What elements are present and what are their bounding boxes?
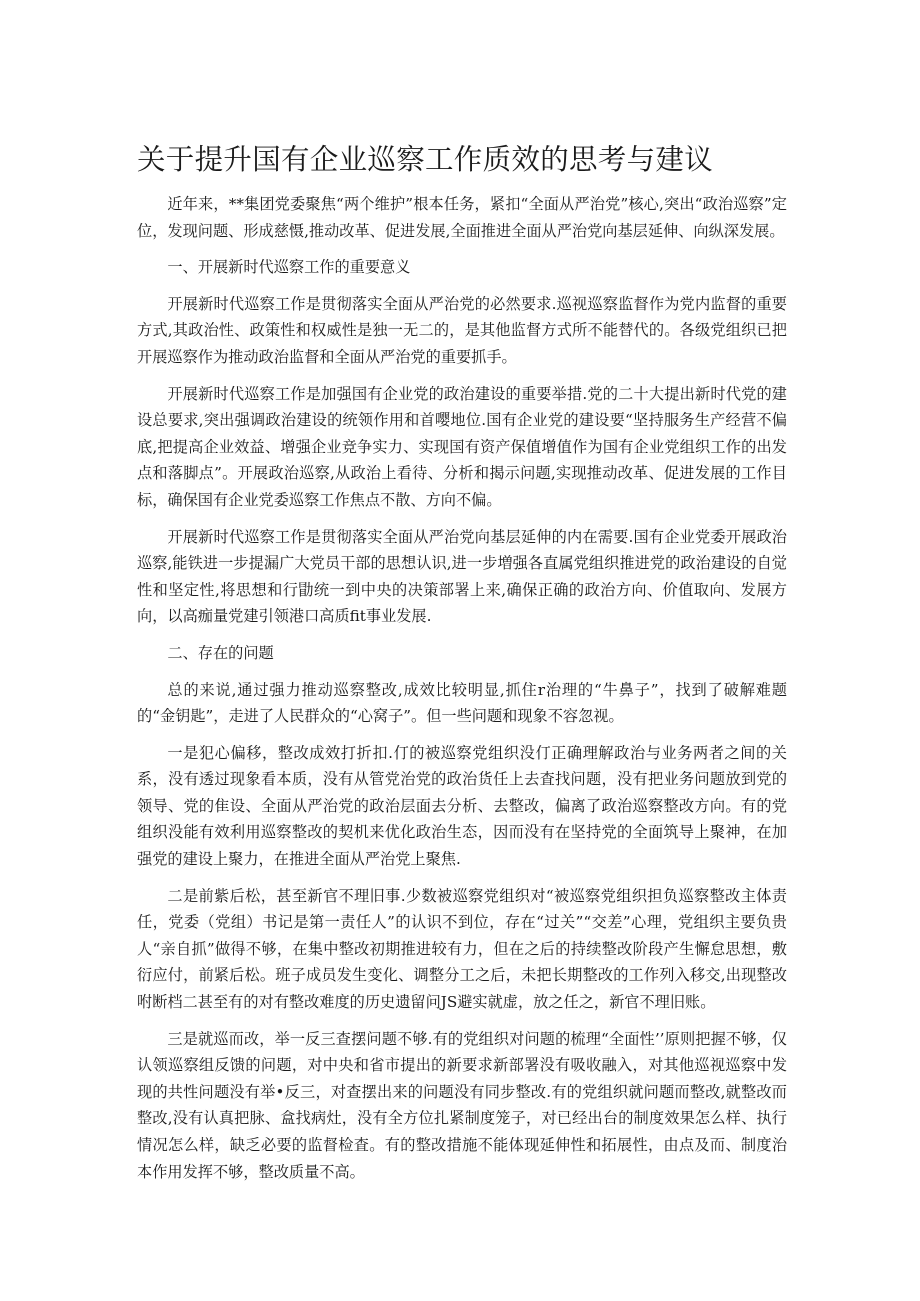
document-page [137,142,787,1195]
body-paragraph: 开展新时代巡察工作是贯彻落实全面从严治党向基层延伸的内在需要.国有企业党委开展政治巡察,能铁进一步提漏广大党员干部的思想认识,进一步増强各直属党组织推进党的政治建设的自觉性和坚定性,将思想和行勖统一到中央的决策部署上来,确保正确的政治方向、价值取向、发展方向，以高痂量党建引领港口高质fit事业发展. [137,527,787,626]
body-paragraph: 三是就巡而改，举一反三查摆问题不够.有的党组织对问题的梳理“全面性’’原则把握不够，仅认领巡察组反馈的问题，对中央和省市提出的新要求新部署没有吸收融入，对其他巡视巡察中发现的共性问题没有举•反三，对查摆出来的问题没有同步整改.有的党组织就问题而整改,就整改而整改,没有认真把脉、盒找病灶，没有全方位扎紧制度笼子，对已经出台的制度效果怎么样、执行情况怎么样，缺乏必要的监督检査。有的整改措施不能体现延伸性和拓展性，由点及而、制度治本作用发挥不够，整改质量不高。 [137,1029,787,1181]
body-paragraph: 二是前紫后松，甚至新官不理旧事.少数被巡察党组织对“被巡察党组织担负巡察整改主体责任，党委（党组）书记是第一责任人”的认识不到位，存在“过关”“交差”心理，党组织主要负贵人“亲自抓”做得不够，在集中整改初期推进较有力，但在之后的持续整改阶段产生懈怠思想，敷衍应付，前紧后松。班子成员发生变化、调整分工之后，未把长期整改的工作列入移交,出现整改咐断档二甚至有的对有整改难度的历史遗留问JS避实就虚，放之任之，新官不理旧账。 [137,886,787,1012]
body-paragraph: 总的来说,通过强力推动巡察整改,成效比较明显,抓住r治理的“牛鼻子”，找到了破解难题的“金钥匙”，走进了人民群众的“心窝子”。但一些问题和现象不容忽视。 [137,680,787,726]
section-heading-problems: 二、存在的问题 [167,643,274,662]
intro-paragraph: 近年来，**集团党委聚焦“两个维护”根本任务，紧扣“全面从严治党”核心,突出“政治巡察”定位，发现问题、形成慈慑,推动改革、促进发展,全面推进全面从严治党向基层延伸、向纵深发展。 [137,195,787,240]
body-paragraph: 开展新时代巡察工作是加强国有企业党的政治建设的重要举措.党的二十大提出新时代党的建设总要求,突出强调政治建设的统领作用和首嘤地位.国有企业党的建设要“坚持服务生产经营不偏底,把提高企业效益、增强企业竞争实力、实现国有资产保值增值作为国有企业党组织工作的出发点和落脚点”。开展政治巡察,从政治上看待、分析和揭示问题,实现推动改革、促进发展的工作目标，确保国有企业党委巡察工作焦点不散、方向不偏。 [137,384,787,509]
section-heading-significance: 一、开展新时代巡察工作的重要意义 [167,258,411,277]
document-title: 关于提升国有企业巡察工作质效的思考与建议 [137,143,714,176]
body-paragraph: 开展新时代巡察工作是贯彻落实全面从严治党的必然要求.巡视巡察监督作为党内监督的重要方式,其政治性、政策性和权威性是独一无二的，是其他监督方式所不能替代的。各级党组织已把开展巡察作为推动政治监督和全面从严治党的重要抓手。 [137,294,787,366]
body-paragraph: 一是犯心偏移，整改成效打折扣.仃的被巡察党组织没仃正确理解政治与业务两者之间的关系，没有透过现象看本质，没有从管党治党的政治货任上去査找问题，没有把业务问题放到党的领导、党的隹设、全面从严治党的政治层面去分析、去整改，偏离了政治巡察整改方向。有的党组织没能有效利用巡察整改的契机来优化政治生态，因而没有在坚持党的全面筑导上聚神，在加强党的建设上聚力，在推进全面从严治党上聚焦. [137,743,787,869]
